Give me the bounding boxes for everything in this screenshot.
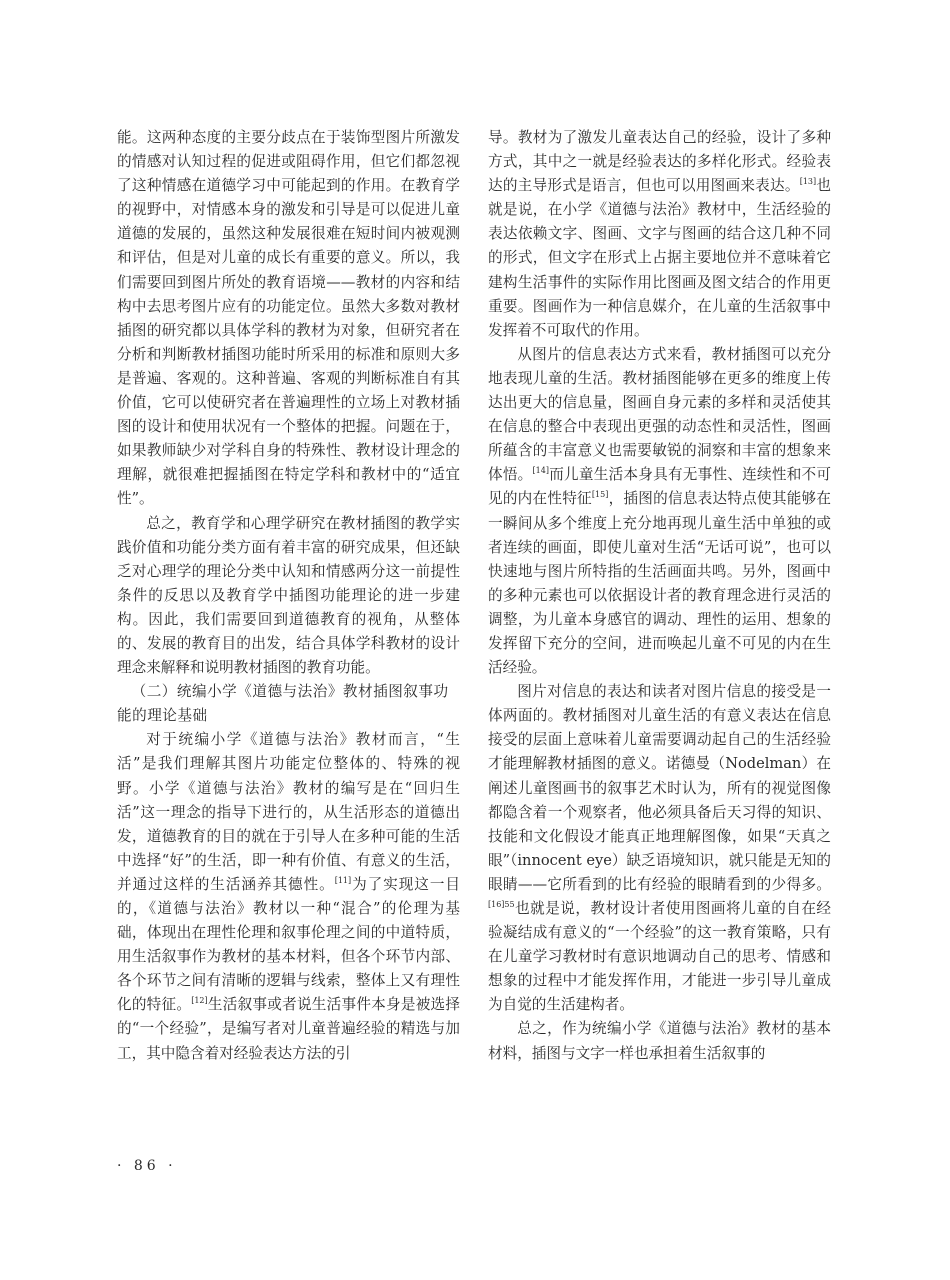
citation: [15] xyxy=(591,490,609,500)
paragraph: 总之，教育学和心理学研究在教材插图的教学实践价值和功能分类方面有着丰富的研究成果，但还缺乏对心理学的理论分类中认知和情感两分这一前提性条件的反思以及教育学中插图功能理论的进一步建构。因此，我们需要回到道德教育的视角，从整体的、发展的教育目的出发，结合具体学科教材的设计理念来解释和说明教材插图的教育功能。 xyxy=(117,514,460,677)
citation: [11] xyxy=(334,875,352,885)
citation: [14] xyxy=(532,466,549,476)
paragraph: 从图片的信息表达方式来看，教材插图可以充分地表现儿童的生活。教材插图能够在更多的维度上传达出更大的信息量，图画自身元素的多样和灵活使其在信息的整合中表现出更强的动态性和灵活性，图画所蕴含的丰富意义也需要敏锐的洞察和丰富的想象来体悟。[14]而儿童生活本身具有无事性、连续性和不可见的内在性特征[15]，插图的信息表达特点使其能够在一瞬间从多个维度上充分地再现儿童生活中单独的或者连续的画面，即使儿童对生活“无话可说”，也可以快速地与图片所特指的生活画面共鸣。另外，图画中的多种元素也可以依据设计者的教育理念进行灵活的调整，为儿童本身感官的调动、理性的运用、想象的发挥留下充分的空间，进而唤起儿童不可见的内在生活经验。 xyxy=(488,345,831,677)
paragraph: 导。教材为了激发儿童表达自己的经验，设计了多种方式，其中之一就是经验表达的多样化形式。经验表达的主导形式是语言，但也可以用图画来表达。[13]也就是说，在小学《道德与法治》教材中，生活经验的表达依赖文字、图画、文字与图画的结合这几种不同的形式，但文字在形式上占据主要地位并不意味着它建构生活事件的实际作用比图画及图文结合的作用更重要。图画作为一种信息媒介，在儿童的生活叙事中发挥着不可取代的作用。 xyxy=(488,129,831,339)
citation: [13] xyxy=(799,177,817,187)
citation: [16]55 xyxy=(488,900,515,909)
right-column xyxy=(488,126,831,1066)
citation: [12] xyxy=(191,996,208,1006)
section-heading: （二）统编小学《道德与法治》教材插图叙事功能的理论基础 xyxy=(117,683,449,725)
paragraph: 对于统编小学《道德与法治》教材而言，“生活”是我们理解其图片功能定位整体的、特殊的视野。小学《道德与法治》教材的编写是在“回归生活”这一理念的指导下进行的，从生活形态的道德出发，道德教育的目的就在于引导人在多种可能的生活中选择“好”的生活，即一种有价值、有意义的生活，并通过这样的生活涵养其德性。[11]为了实现这一目的，《道德与法治》教材以一种“混合”的伦理为基础，体现出在理性伦理和叙事伦理之间的中道特质，用生活叙事作为教材的基本材料，但各个环节内部、各个环节之间有清晰的逻辑与线索，整体上又有理性化的特征。[12]生活叙事或者说生活事件本身是被选择的“一个经验”，是编写者对儿童普遍经验的精选与加工，其中隐含着对经验表达方法的引 xyxy=(117,731,460,1062)
left-column xyxy=(117,126,460,1066)
paragraph: 总之，作为统编小学《道德与法治》教材的基本材料，插图与文字一样也承担着生活叙事的 xyxy=(488,1020,831,1062)
paragraph: 图片对信息的表达和读者对图片信息的接受是一体两面的。教材插图对儿童生活的有意义表达在信息接受的层面上意味着儿童需要调动起自己的生活经验才能理解教材插图的意义。诺德曼（Nodelman）在阐述儿童图画书的叙事艺术时认为，所有的视觉图像都隐含着一个观察者，他必须具备后天习得的知识、技能和文化假设才能真正地理解图像，如果“天真之眼”（innocent eye）缺乏语境知识，就只能是无知的眼睛——它所看到的比有经验的眼睛看到的少得多。$^{[16]55}$也就是说，教材设计者使用图画将儿童的自在经验凝结成有意义的“一个经验”的这一教育策略，只有在儿童学习教材时有意识地调动自己的思考、情感和想象的过程中才能发挥作用，才能进一步引导儿童成为自觉的生活建构者。 xyxy=(488,683,831,1014)
paragraph: 能。这两种态度的主要分歧点在于装饰型图片所激发的情感对认知过程的促进或阻碍作用，但它们都忽视了这种情感在道德学习中可能起到的作用。在教育学的视野中，对情感本身的激发和引导是可以促进儿童道德的发展的，虽然这种发展很难在短时间内被观测和评估，但是对儿童的成长有重要的意义。所以，我们需要回到图片所处的教育语境——教材的内容和结构中去思考图片应有的功能定位。虽然大多数对教材插图的研究都以具体学科的教材为对象，但研究者在分析和判断教材插图功能时所采用的标准和原则大多是普遍、客观的。这种普遍、客观的判断标准自有其价值，它可以使研究者在普遍理性的立场上对教材插图的设计和使用状况有一个整体的把握。问题在于，如果教师缺少对学科自身的特殊性、教材设计理念的理解，就很难把握插图在特定学科和教材中的“适宜性”。 xyxy=(117,129,460,508)
page-number: · 86 · xyxy=(117,1158,177,1174)
